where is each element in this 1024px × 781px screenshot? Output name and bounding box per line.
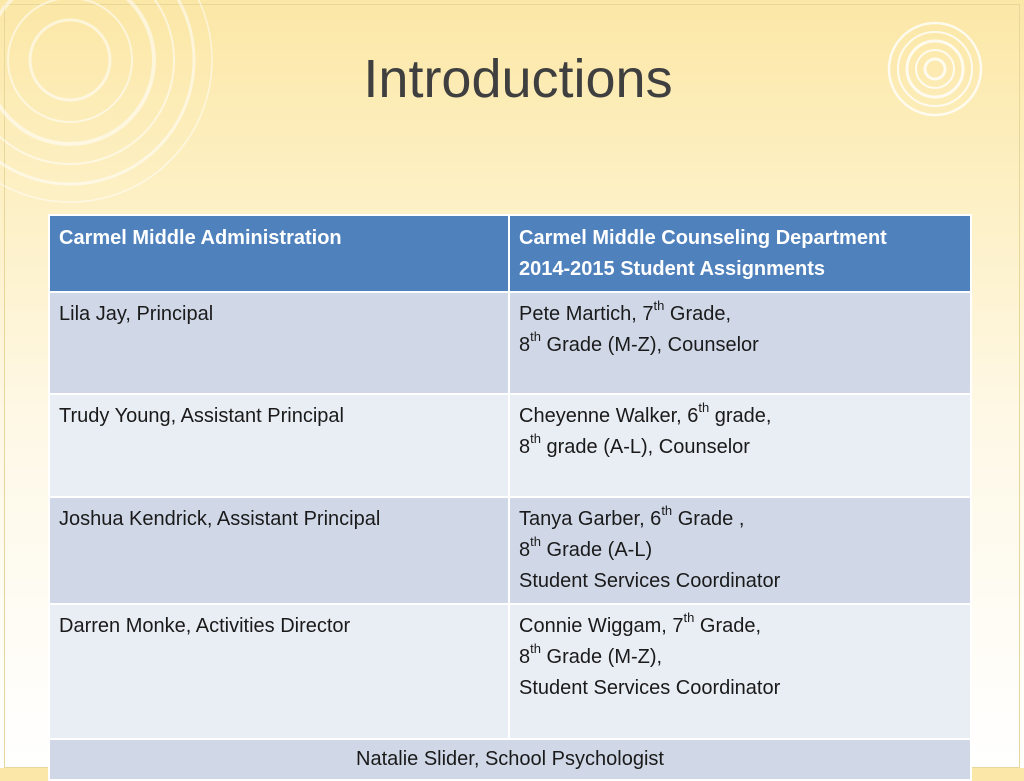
- counselor-line: 8th Grade (M-Z), Counselor: [519, 329, 759, 356]
- admin-name: Trudy Young, Assistant Principal: [59, 405, 344, 427]
- counselor-role: Student Services Coordinator: [519, 570, 781, 592]
- counselor-line: Pete Martich, 7th Grade,: [519, 298, 732, 325]
- school-psychologist: Natalie Slider, School Psychologist: [356, 748, 664, 770]
- table-row: [49, 604, 971, 739]
- introductions-table: [48, 214, 972, 781]
- admin-cell: [49, 292, 509, 394]
- counselor-cell: [509, 497, 971, 604]
- header-counseling-line-2: 2014-2015 Student Assignments: [519, 258, 826, 280]
- table-footer-row: [49, 739, 971, 780]
- table-header-row: [49, 215, 971, 292]
- header-counseling: [509, 215, 971, 292]
- footer-cell: [49, 739, 971, 780]
- admin-cell: [49, 497, 509, 604]
- table-row: [49, 497, 971, 604]
- concentric-circles-decoration-left: [0, 0, 240, 220]
- table-row: [49, 394, 971, 497]
- admin-name: Darren Monke, Activities Director: [59, 615, 351, 637]
- counselor-line: 8th Grade (M-Z),: [519, 641, 663, 668]
- admin-name: Lila Jay, Principal: [59, 303, 214, 325]
- admin-cell: [49, 394, 509, 497]
- counselor-cell: [509, 394, 971, 497]
- counselor-line: 8th grade (A-L), Counselor: [519, 431, 750, 458]
- counselor-line: Tanya Garber, 6th Grade ,: [519, 503, 745, 530]
- counselor-line: 8th Grade (A-L): [519, 534, 653, 561]
- admin-name: Joshua Kendrick, Assistant Principal: [59, 508, 381, 530]
- counselor-role: Student Services Coordinator: [519, 677, 781, 699]
- counselor-line: Connie Wiggam, 7th Grade,: [519, 610, 762, 637]
- counselor-line: Cheyenne Walker, 6th grade,: [519, 400, 772, 427]
- header-administration-label: Carmel Middle Administration: [59, 227, 342, 249]
- header-counseling-line-1: Carmel Middle Counseling Department: [519, 227, 887, 249]
- slide-title: Introductions: [363, 49, 673, 109]
- table-row: [49, 292, 971, 394]
- admin-cell: [49, 604, 509, 739]
- header-administration: [49, 215, 509, 292]
- counselor-cell: [509, 292, 971, 394]
- counselor-cell: [509, 604, 971, 739]
